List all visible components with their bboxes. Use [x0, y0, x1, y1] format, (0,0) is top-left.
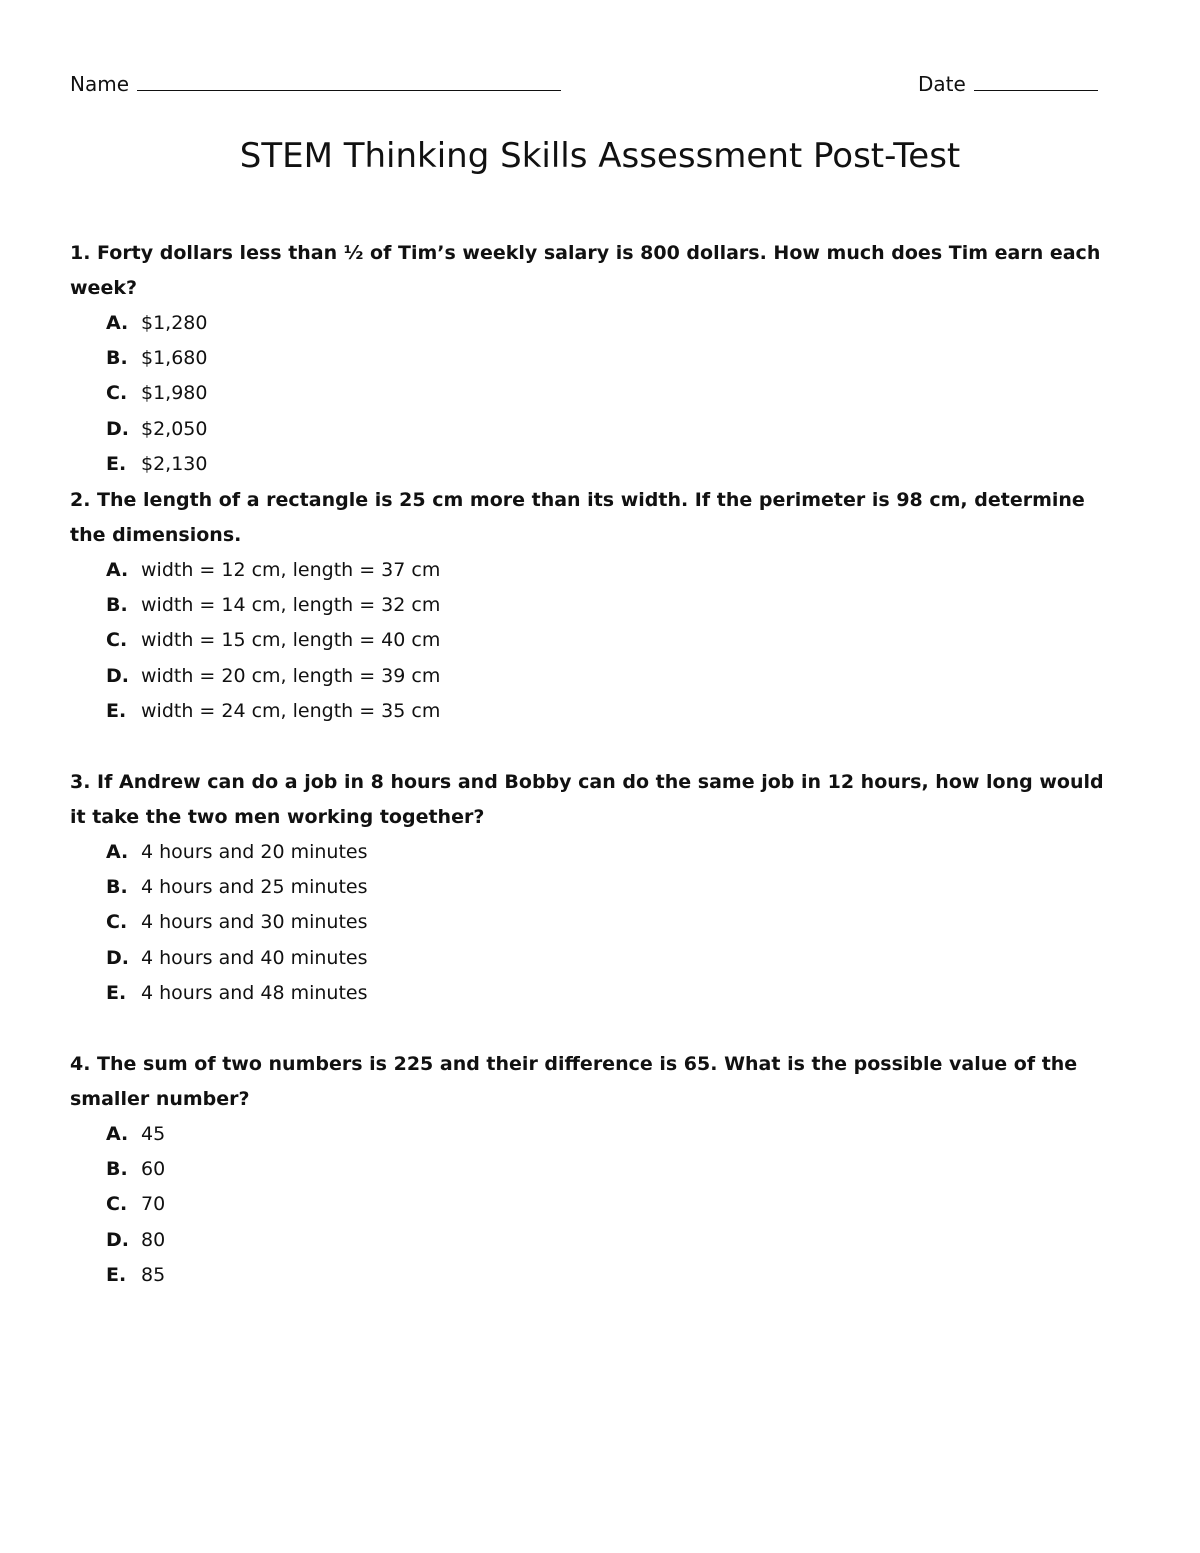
option-text: 60: [141, 1158, 166, 1181]
answer-option-c[interactable]: [106, 905, 1120, 940]
option-text: width = 14 cm, length = 32 cm: [141, 594, 441, 617]
answer-option-e[interactable]: [106, 1258, 1120, 1293]
answer-option-a[interactable]: [106, 1117, 1120, 1152]
option-text: 4 hours and 30 minutes: [141, 911, 368, 934]
option-text: 80: [141, 1228, 166, 1251]
option-letter: C.: [106, 382, 128, 405]
answer-option-d[interactable]: [106, 659, 1120, 694]
option-letter: B.: [106, 1158, 128, 1181]
option-text: $1,680: [141, 347, 208, 370]
option-text: 70: [141, 1193, 166, 1216]
option-letter: C.: [106, 911, 128, 934]
option-letter: E.: [106, 1263, 127, 1286]
option-letter: C.: [106, 1193, 128, 1216]
option-letter: A.: [106, 1123, 129, 1145]
option-letter: B.: [106, 594, 128, 617]
option-text: 4 hours and 20 minutes: [141, 841, 368, 863]
answer-option-a[interactable]: [106, 553, 1120, 588]
option-letter: A.: [106, 841, 129, 863]
answer-option-d[interactable]: [106, 1223, 1120, 1258]
option-letter: A.: [106, 559, 129, 581]
answer-option-e[interactable]: [106, 694, 1120, 729]
option-letter: D.: [106, 664, 129, 687]
name-field: [70, 70, 561, 96]
answer-option-b[interactable]: [106, 341, 1120, 376]
option-text: $1,280: [141, 312, 208, 334]
answer-options: [70, 835, 1120, 1011]
question-stem: 1. Forty dollars less than ½ of Tim’s weekly salary is 800 dollars. How much does Tim earn each week?: [70, 242, 1101, 299]
option-letter: E.: [106, 981, 127, 1004]
answer-options: [70, 553, 1120, 729]
option-letter: B.: [106, 876, 128, 899]
question-1: [70, 236, 1120, 482]
option-text: width = 24 cm, length = 35 cm: [141, 699, 441, 722]
answer-option-d[interactable]: [106, 941, 1120, 976]
option-letter: C.: [106, 629, 128, 652]
header-row: [70, 70, 1100, 100]
option-text: 4 hours and 25 minutes: [141, 876, 368, 899]
option-text: width = 15 cm, length = 40 cm: [141, 629, 441, 652]
option-text: width = 12 cm, length = 37 cm: [141, 559, 441, 581]
answer-option-d[interactable]: [106, 412, 1120, 447]
answer-option-b[interactable]: [106, 1152, 1120, 1187]
question-2: [70, 483, 1120, 729]
answer-option-b[interactable]: [106, 870, 1120, 905]
option-text: 85: [141, 1263, 166, 1286]
answer-option-c[interactable]: [106, 1187, 1120, 1222]
name-input-line[interactable]: [137, 70, 561, 91]
option-letter: D.: [106, 417, 129, 440]
option-letter: E.: [106, 699, 127, 722]
date-field: [918, 70, 1098, 96]
answer-option-b[interactable]: [106, 588, 1120, 623]
question-stem: 2. The length of a rectangle is 25 cm more than its width. If the perimeter is 98 cm, determine the dimensions.: [70, 489, 1085, 546]
option-letter: D.: [106, 946, 129, 969]
option-letter: E.: [106, 452, 127, 475]
option-text: 4 hours and 40 minutes: [141, 946, 368, 969]
answer-options: [70, 306, 1120, 482]
question-4: [70, 1047, 1120, 1293]
option-text: $2,050: [141, 417, 208, 440]
answer-options: [70, 1117, 1120, 1293]
question-stem: 3. If Andrew can do a job in 8 hours and Bobby can do the same job in 12 hours, how long would it take the two men working together?: [70, 771, 1104, 828]
question-3: [70, 765, 1120, 1011]
option-text: $1,980: [141, 382, 208, 405]
option-text: 4 hours and 48 minutes: [141, 981, 368, 1004]
option-letter: B.: [106, 347, 128, 370]
answer-option-e[interactable]: [106, 447, 1120, 482]
option-letter: D.: [106, 1228, 129, 1251]
question-stem: 4. The sum of two numbers is 225 and their difference is 65. What is the possible value of the smaller number?: [70, 1053, 1078, 1110]
option-text: $2,130: [141, 452, 208, 475]
name-label: Name: [70, 72, 130, 96]
answer-option-a[interactable]: [106, 306, 1120, 341]
answer-option-c[interactable]: [106, 623, 1120, 658]
date-label: Date: [918, 72, 966, 96]
option-letter: A.: [106, 312, 129, 334]
option-text: 45: [141, 1123, 166, 1145]
answer-option-e[interactable]: [106, 976, 1120, 1011]
answer-option-c[interactable]: [106, 376, 1120, 411]
answer-option-a[interactable]: [106, 835, 1120, 870]
option-text: width = 20 cm, length = 39 cm: [141, 664, 441, 687]
date-input-line[interactable]: [974, 70, 1098, 91]
page-title: STEM Thinking Skills Assessment Post-Test: [239, 136, 961, 176]
